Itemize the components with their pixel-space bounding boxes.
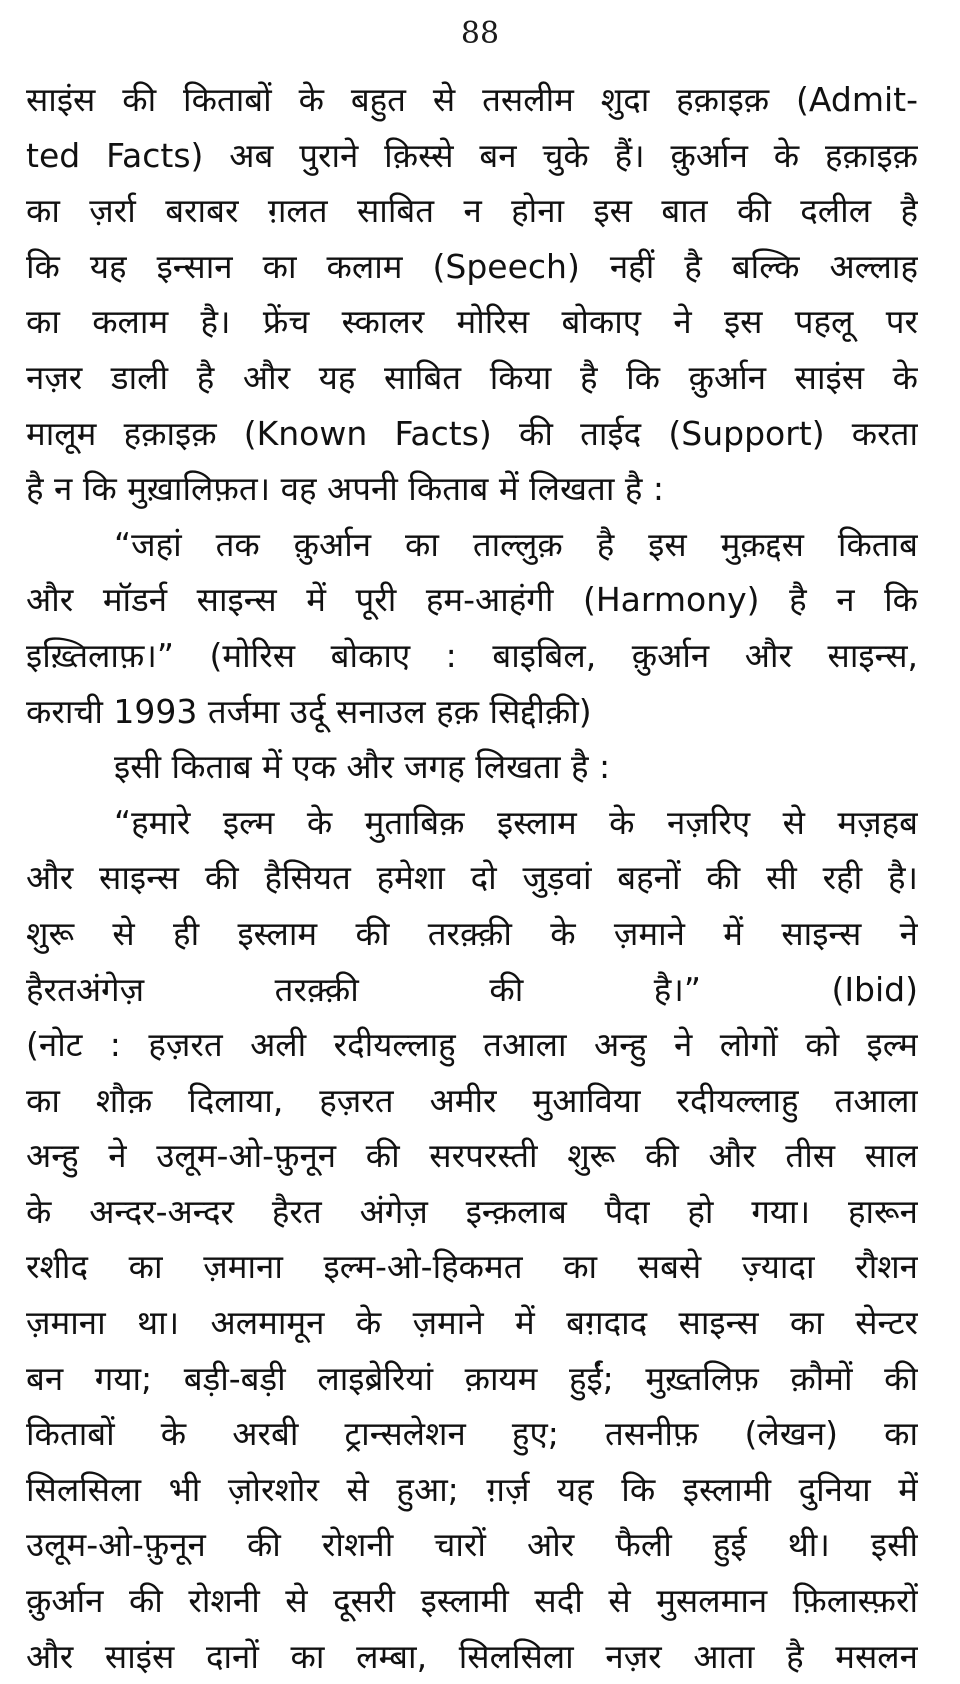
text-line: ज़माना था। अलमामून के ज़माने में बग़दाद साइन्स का सेन्टर (26, 1303, 918, 1343)
text-line: है न कि मुख़ालिफ़त। वह अपनी किताब में लिखता है : (26, 469, 665, 509)
page-number: 88 (460, 16, 500, 51)
text-line: उलूम-ओ-फ़ुनून की रोशनी चारों ओर फैली हुई थी। इसी (26, 1525, 918, 1565)
text-line: मालूम हक़ाइक़ (Known Facts) की ताईद (Support) करता (26, 413, 918, 453)
text-line: इख़्तिलाफ़।” (मोरिस बोकाए : बाइबिल, क़ुर्आन और साइन्स, (26, 635, 918, 675)
text-line: रशीद का ज़माना इल्म-ओ-हिकमत का सबसे ज़्यादा रौशन (26, 1247, 918, 1287)
text-line: सिलसिला भी ज़ोरशोर से हुआ; ग़र्ज़ यह कि इस्लामी दुनिया में (26, 1469, 918, 1509)
text-line: हैरतअंगेज़ तरक़्क़ी की है।” (Ibid) (26, 969, 918, 1009)
text-line: और मॉडर्न साइन्स में पूरी हम-आहंगी (Harmony) है न कि (26, 580, 918, 620)
text-line: क़ुर्आन की रोशनी से दूसरी इस्लामी सदी से मुसलमान फ़िलास्फ़रों (26, 1581, 918, 1621)
text-line: “जहां तक क़ुर्आन का ताल्लुक़ है इस मुक़द्दस किताब (114, 524, 918, 564)
text-line: का शौक़ दिलाया, हज़रत अमीर मुआविया रदीयल्लाहु तआला (26, 1080, 918, 1120)
text-line: बन गया; बड़ी-बड़ी लाइब्रेरियां क़ायम हुईं; मुख़्तलिफ़ क़ौमों की (26, 1358, 918, 1398)
text-line: किताबों के अरबी ट्रान्सलेशन हुए; तसनीफ़ (लेखन) का (26, 1414, 918, 1454)
text-line: ted Facts) अब पुराने क़िस्से बन चुके हैं। क़ुर्आन के हक़ाइक़ (26, 135, 918, 175)
text-line: और साइंस दानों का लम्बा, सिलसिला नज़र आता है मसलन (26, 1636, 918, 1676)
text-line: (नोट : हज़रत अली रदीयल्लाहु तआला अन्हु ने लोगों को इल्म (26, 1025, 918, 1065)
text-line: कराची 1993 तर्जमा उर्दू सनाउल हक़ सिद्दीक़ी) (26, 691, 592, 731)
text-line: और साइन्स की हैसियत हमेशा दो जुड़वां बहनों की सी रही है। (26, 858, 918, 898)
text-line: साइंस की किताबों के बहुत से तसलीम शुदा हक़ाइक़ (Admit- (26, 80, 918, 119)
text-line: का ज़र्रा बराबर ग़लत साबित न होना इस बात की दलील है (26, 191, 918, 231)
text-line: इसी किताब में एक और जगह लिखता है : (114, 747, 611, 787)
text-line: “हमारे इल्म के मुताबिक़ इस्लाम के नज़रिए से मज़हब (114, 802, 918, 842)
text-line: अन्हु ने उलूम-ओ-फ़ुनून की सरपरस्ती शुरू की और तीस साल (26, 1136, 918, 1176)
text-line: के अन्दर-अन्दर हैरत अंगेज़ इन्क़लाब पैदा हो गया। हारून (26, 1191, 918, 1231)
text-line: शुरू से ही इस्लाम की तरक़्क़ी के ज़माने में साइन्स ने (26, 913, 918, 953)
body-text (26, 72, 918, 1684)
text-line: का कलाम है। फ्रेंच स्कालर मोरिस बोकाए ने इस पहलू पर (26, 302, 918, 342)
text-line: नज़र डाली है और यह साबित किया है कि क़ुर्आन साइंस के (26, 357, 918, 397)
text-line: कि यह इन्सान का कलाम (Speech) नहीं है बल्कि अल्लाह (26, 246, 918, 286)
